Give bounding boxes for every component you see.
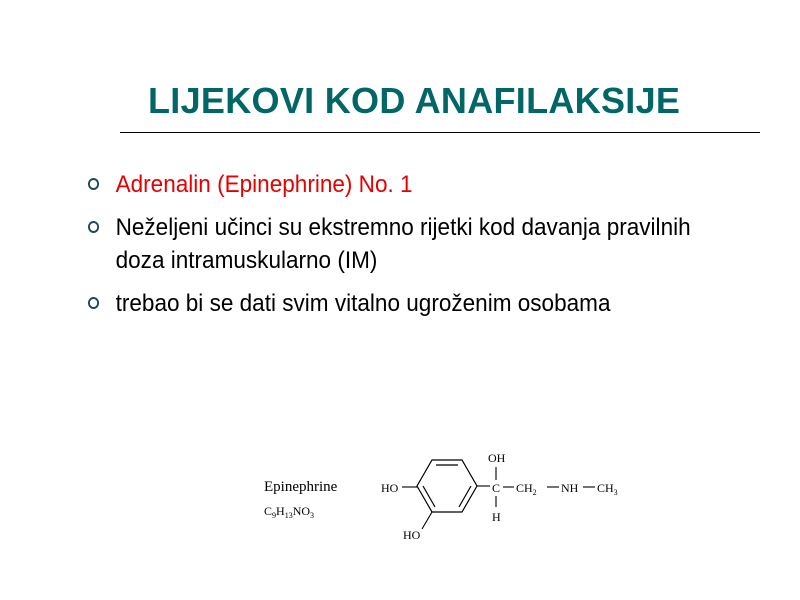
ho-left-label: HO <box>381 481 399 495</box>
chemical-structure-diagram <box>250 440 650 550</box>
bullet-circle-icon <box>88 297 99 309</box>
title-divider <box>120 132 760 133</box>
bullet-text: Adrenalin (Epinephrine) No. 1 <box>115 171 413 198</box>
compound-name: Epinephrine <box>264 479 338 495</box>
ring-double-bond <box>459 486 471 507</box>
nh-label: NH <box>561 481 579 495</box>
ring-outline <box>417 460 477 512</box>
bullet-circle-icon <box>88 221 99 233</box>
epinephrine-structure <box>250 440 650 550</box>
bullet-circle-icon <box>88 178 99 190</box>
h-bottom-label: H <box>492 510 501 524</box>
bullet-item-administer <box>88 287 714 320</box>
ring-double-bond <box>423 486 435 507</box>
bullet-item-side-effects <box>88 211 714 277</box>
ch3-label: $CH_3$ <box>597 481 618 497</box>
ch2-label: $CH_2$ <box>516 481 537 497</box>
bond-ho-bottom <box>422 512 432 529</box>
molecular-formula: $C_9H_{13}NO_3$ <box>264 504 315 520</box>
ho-bottom-label: HO <box>403 528 421 542</box>
benzene-ring <box>417 460 477 512</box>
bullet-list <box>88 168 768 330</box>
slide-title: LIJEKOVI KOD ANAFILAKSIJE <box>148 80 681 121</box>
carbon-label: C <box>492 481 501 495</box>
bullet-item-adrenalin <box>88 168 714 201</box>
bullet-text: Neželjeni učinci su ekstremno rijetki kod davanja pravilnih doza intramuskularno (IM) <box>115 214 691 274</box>
bullet-text: trebao bi se dati svim vitalno ugroženim osobama <box>115 290 611 317</box>
oh-top-label: OH <box>488 451 506 465</box>
